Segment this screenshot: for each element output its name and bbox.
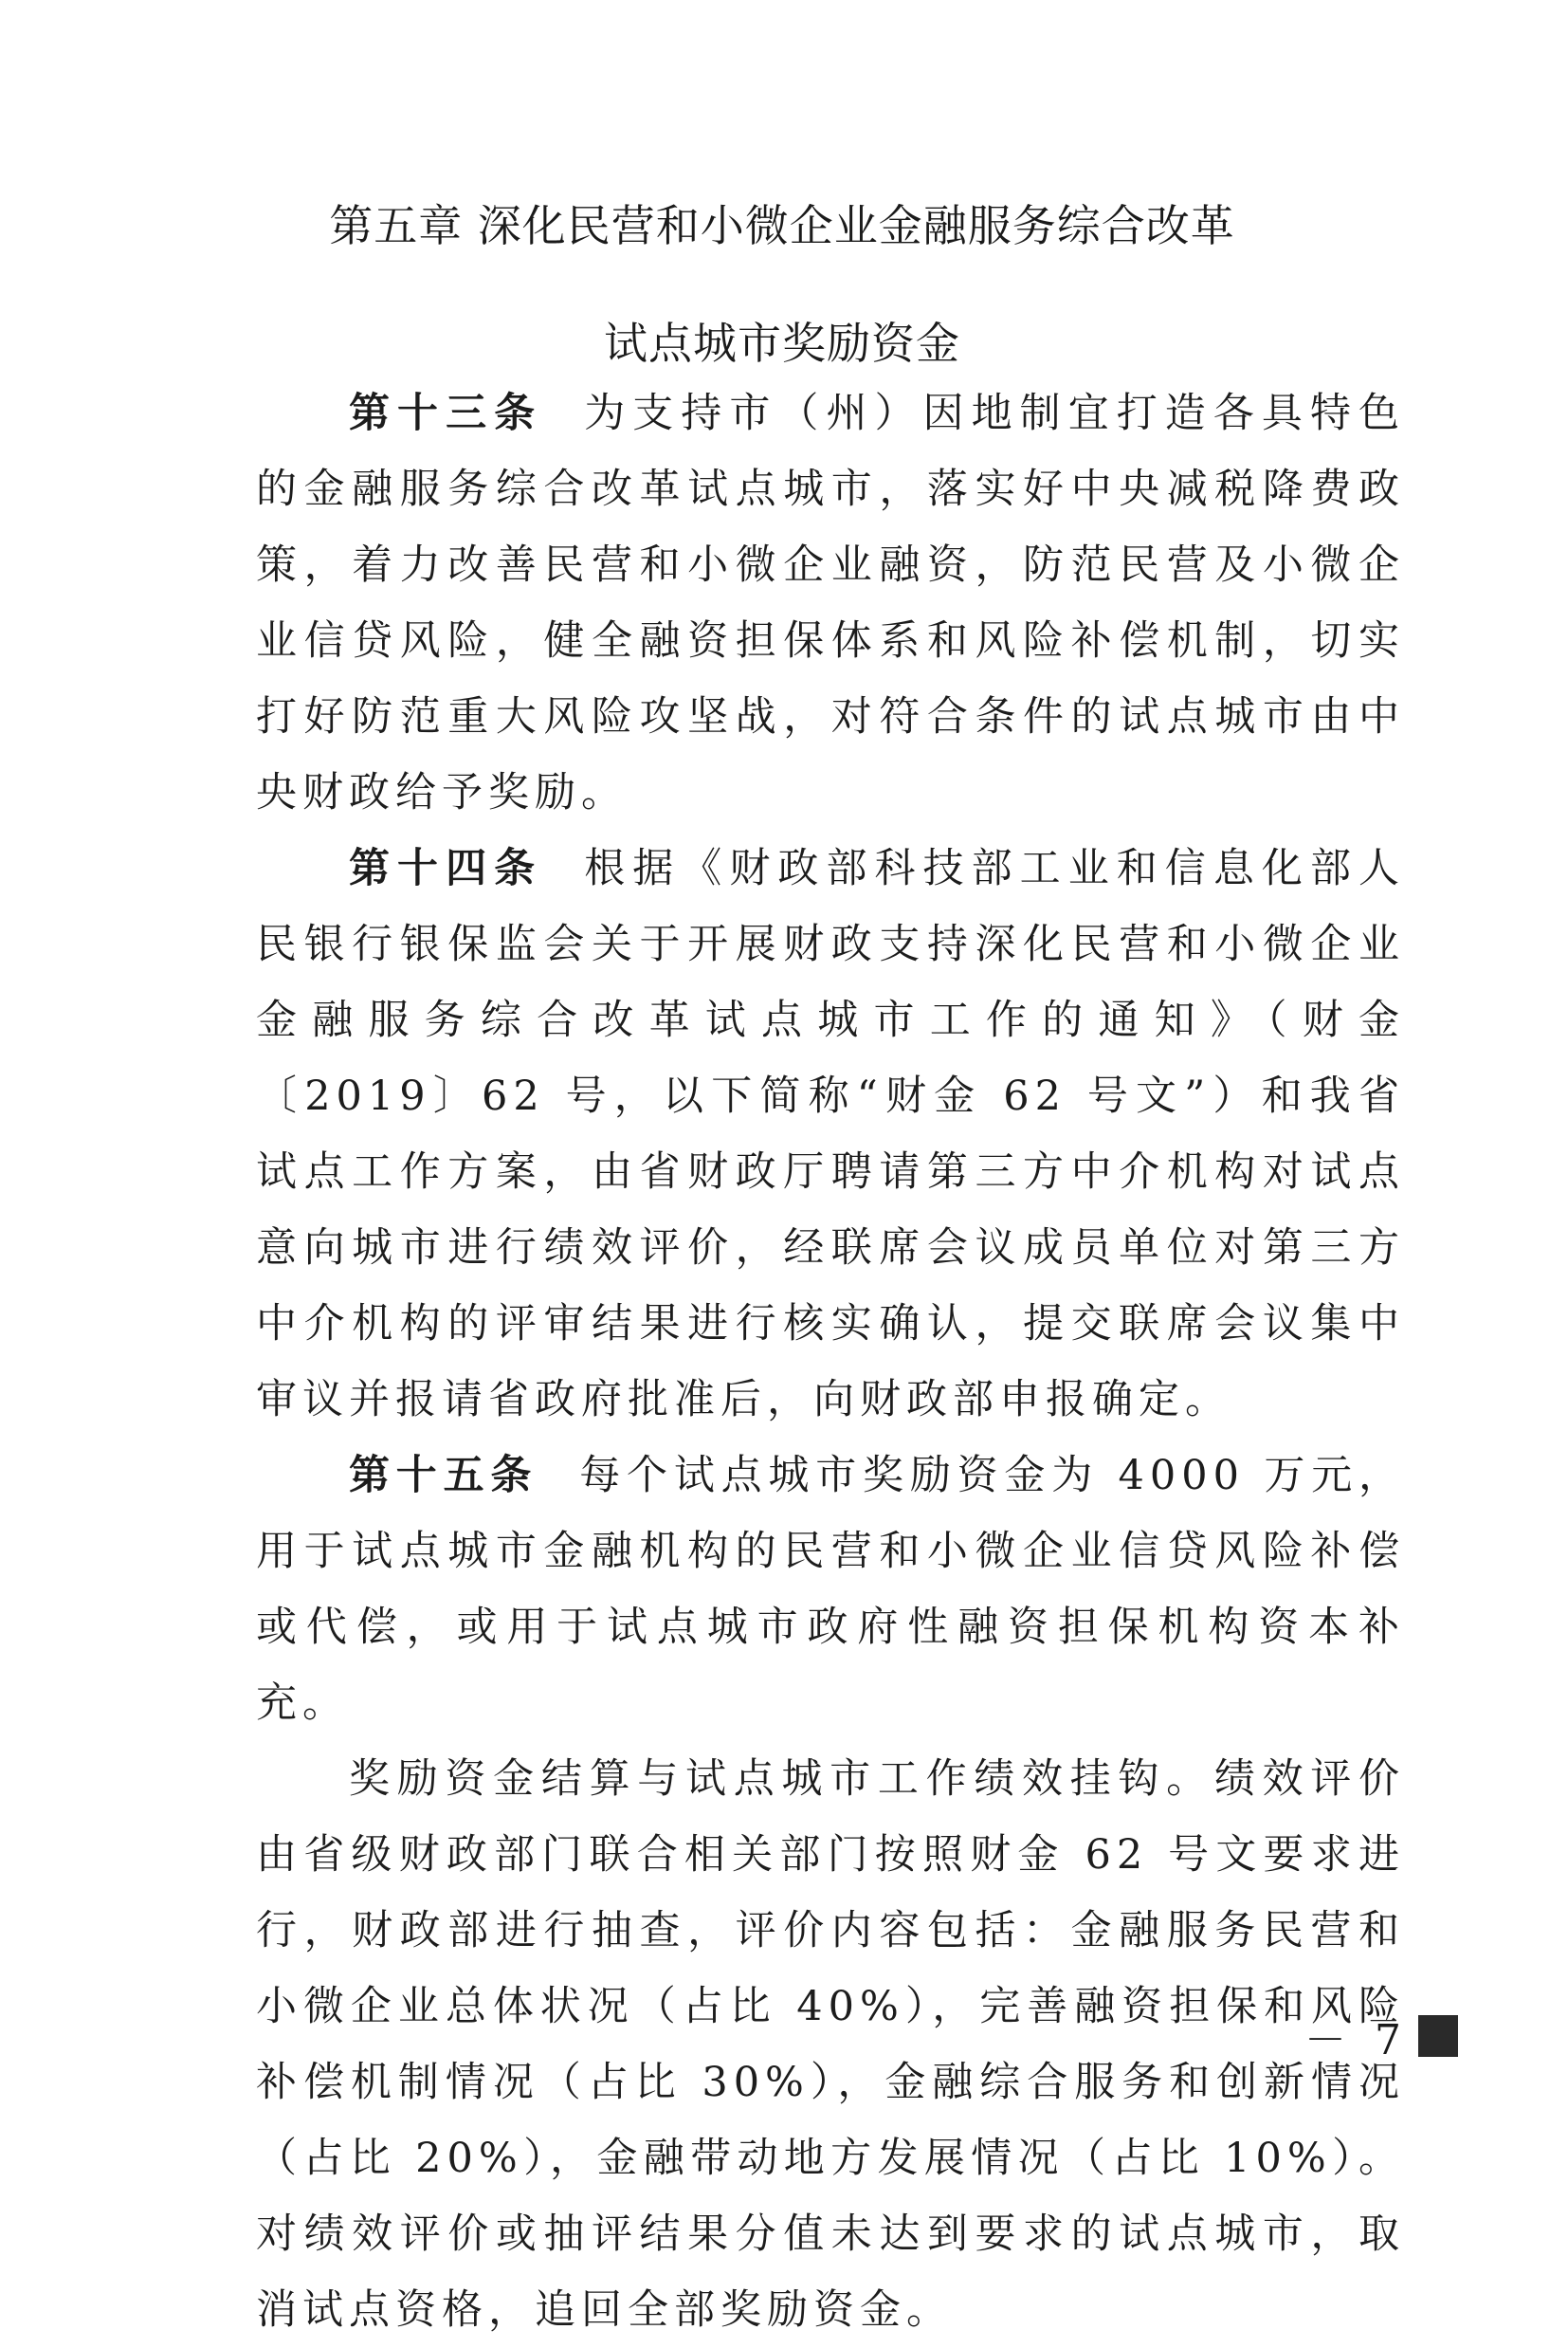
page-number-text: － 7	[1304, 2016, 1409, 2064]
article-13	[256, 376, 1405, 831]
article-number: 第十五条	[349, 1452, 538, 1499]
article-15	[256, 1438, 1405, 1741]
chapter-subtitle: 试点城市奖励资金	[604, 318, 960, 369]
paragraph-performance: 奖励资金结算与试点城市工作绩效挂钩。绩效评价由省级财政部门联合相关部门按照财金 62 号文要求进行，财政部进行抽查，评价内容包括：金融服务民营和小微企业总体状况（占比 40%），完善融资担保和风险补偿机制情况（占比 30%），金融综合服务和创新情况（占比 20%），金融带动地方发展情况（占比 10%）。对绩效评价或抽评结果分值未达到要求的试点城市，取消试点资格，追回全部奖励资金。	[256, 1755, 1405, 2334]
page-number	[1304, 2012, 1458, 2064]
article-14	[256, 831, 1405, 1438]
article-number: 第十三条	[349, 390, 543, 437]
article-text: 根据《财政部科技部工业和信息化部人民银行银保监会关于开展财政支持深化民营和小微企业金融服务综合改革试点城市工作的通知》（财金〔2019〕62 号，以下简称“财金 62 号文”）和我省试点工作方案，由省财政厅聘请第三方中介机构对试点意向城市进行绩效评价，经联席会议成员单位对第三方中介机构的评审结果进行核实确认，提交联席会议集中审议并报请省政府批准后，向财政部申报确定。	[256, 845, 1406, 1423]
article-number: 第十四条	[349, 845, 543, 892]
chapter-title: 第五章 深化民营和小微企业金融服务综合改革	[329, 200, 1235, 251]
article-text: 每个试点城市奖励资金为 4000 万元，用于试点城市金融机构的民营和小微企业信贷风险补偿或代偿，或用于试点城市政府性融资担保机构资本补充。	[256, 1452, 1406, 1727]
document-body	[256, 376, 1405, 2348]
page-marker-block	[1418, 2015, 1458, 2057]
article-text: 为支持市（州）因地制宜打造各具特色的金融服务综合改革试点城市，落实好中央减税降费政策，着力改善民营和小微企业融资，防范民营及小微企业信贷风险，健全融资担保体系和风险补偿机制，切实打好防范重大风险攻坚战，对符合条件的试点城市由中央财政给予奖励。	[256, 390, 1406, 816]
